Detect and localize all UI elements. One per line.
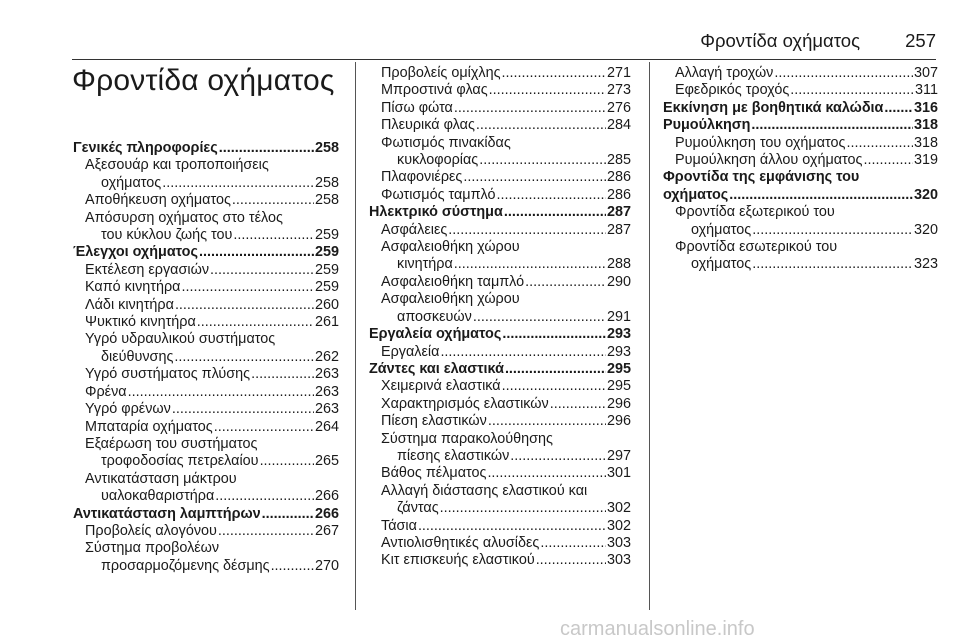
- toc-entry[interactable]: [73, 401, 339, 418]
- toc-entry-label: τροφοδοσίας πετρελαίου: [101, 453, 259, 470]
- toc-entry-label: υαλοκαθαριστήρα: [101, 488, 215, 505]
- header-rule: [72, 59, 936, 60]
- toc-page-number: 259: [314, 244, 339, 261]
- toc-entry-label: Μπαταρία οχήματος: [85, 418, 213, 435]
- toc-section-entry[interactable]: [663, 117, 938, 134]
- toc-entry[interactable]: [73, 314, 339, 331]
- toc-entry-label: Ρυμούλκηση του οχήματος: [675, 134, 846, 151]
- toc-entry-label: Φρένα: [85, 383, 127, 400]
- leader-dots: [418, 518, 606, 535]
- toc-page-number: 266: [314, 505, 339, 522]
- toc-entry[interactable]: [73, 192, 339, 209]
- toc-page-number: 301: [606, 465, 631, 482]
- toc-page-number: 302: [606, 500, 631, 517]
- toc-entry-label: οχήματος: [691, 221, 752, 238]
- leader-dots: [536, 552, 606, 569]
- toc-page-number: 263: [314, 366, 339, 383]
- toc-entry[interactable]: [369, 135, 631, 170]
- toc-entry[interactable]: [369, 169, 631, 186]
- leader-dots: [751, 117, 913, 134]
- leader-dots: [210, 262, 314, 279]
- toc-page-number: 259: [314, 279, 339, 296]
- leader-dots: [232, 192, 314, 209]
- toc-page-number: 318: [913, 117, 938, 134]
- toc-page-number: 258: [314, 192, 339, 209]
- toc-page-number: 287: [606, 204, 631, 221]
- leader-dots: [218, 523, 314, 540]
- toc-entry-label: Βάθος πέλματος: [381, 465, 487, 482]
- toc-entry[interactable]: [369, 518, 631, 535]
- toc-entry-label: Ρυμούλκηση: [663, 117, 751, 134]
- toc-entry[interactable]: [369, 413, 631, 430]
- toc-page-number: 286: [606, 186, 631, 203]
- toc-entry-label: Καπό κινητήρα: [85, 279, 181, 296]
- toc-entry-label: Προβολείς αλογόνου: [85, 522, 217, 539]
- toc-entry[interactable]: [663, 152, 938, 169]
- leader-dots: [504, 204, 606, 221]
- toc-page-number: 286: [606, 169, 631, 186]
- toc-page-number: 263: [314, 383, 339, 400]
- leader-dots: [884, 100, 913, 117]
- leader-dots: [454, 100, 606, 117]
- toc-entry[interactable]: [73, 366, 339, 383]
- leader-dots: [846, 135, 913, 152]
- leader-dots: [175, 297, 314, 314]
- toc-page-number: 259: [314, 227, 339, 244]
- toc-entry[interactable]: [73, 419, 339, 436]
- page-header: [0, 22, 960, 52]
- toc-section-entry[interactable]: [663, 100, 938, 117]
- toc-entry[interactable]: [73, 262, 339, 279]
- toc-page-number: 316: [913, 99, 938, 116]
- leader-dots: [172, 401, 314, 418]
- toc-page-number: 293: [606, 343, 631, 360]
- toc-section-entry[interactable]: [73, 244, 339, 261]
- toc-entry-label: Έλεγχοι οχήματος: [73, 244, 198, 261]
- toc-entry-label: Κιτ επισκευής ελαστικού: [381, 552, 535, 569]
- toc-entry-label: Γενικές πληροφορίες: [73, 140, 218, 156]
- toc-entry-label: Εφεδρικός τροχός: [675, 82, 790, 99]
- leader-dots: [502, 326, 606, 343]
- toc-entry-label: Ηλεκτρικό σύστημα: [369, 204, 503, 221]
- toc-entry[interactable]: [369, 344, 631, 361]
- toc-page-number: 273: [606, 82, 631, 99]
- leader-dots: [174, 349, 314, 366]
- toc-page-number: 320: [913, 186, 938, 203]
- toc-section-entry[interactable]: [73, 506, 339, 523]
- toc-page-number: 262: [314, 348, 339, 365]
- leader-dots: [790, 82, 914, 99]
- toc-page-number: 311: [915, 82, 938, 99]
- toc-entry[interactable]: [369, 187, 631, 204]
- toc-entry-label-line1: Φωτισμός πινακίδας: [381, 134, 511, 151]
- toc-entry[interactable]: [663, 65, 938, 82]
- toc-entry-label: Μπροστινά φλας: [381, 82, 488, 99]
- toc-entry[interactable]: [73, 471, 339, 506]
- toc-page-number: 266: [314, 488, 339, 505]
- leader-dots: [473, 309, 606, 326]
- toc-column-3: [663, 65, 938, 274]
- toc-page-number: 258: [314, 140, 339, 156]
- chapter-title: Φροντίδα οχήματος: [72, 64, 335, 97]
- toc-entry-label: Φωτισμός ταμπλό: [381, 186, 496, 203]
- toc-page-number: 263: [314, 401, 339, 418]
- toc-column-1: [73, 140, 339, 575]
- toc-page-number: 265: [314, 453, 339, 470]
- toc-entry-label: Εργαλεία οχήματος: [369, 326, 502, 343]
- leader-dots: [463, 169, 606, 186]
- leader-dots: [863, 152, 913, 169]
- toc-entry[interactable]: [369, 552, 631, 569]
- leader-dots: [440, 500, 606, 517]
- toc-entry-label: Πίεση ελαστικών: [381, 413, 487, 430]
- toc-entry-label: Τάσια: [381, 517, 417, 534]
- toc-page-number: 291: [606, 308, 631, 325]
- toc-page-number: 285: [606, 152, 631, 169]
- leader-dots: [510, 448, 606, 465]
- toc-page-number: 303: [606, 534, 631, 551]
- toc-page-number: 264: [314, 418, 339, 435]
- toc-entry-label: Εκτέλεση εργασιών: [85, 261, 210, 278]
- toc-page-number: 260: [314, 296, 339, 313]
- toc-entry[interactable]: [369, 222, 631, 239]
- toc-page-number: 270: [314, 557, 339, 574]
- toc-page-number: 259: [314, 261, 339, 278]
- toc-entry-label: πίεσης ελαστικών: [397, 447, 510, 464]
- toc-entry-label: Εργαλεία: [381, 343, 440, 360]
- leader-dots: [502, 65, 606, 82]
- toc-entry-label: προσαρμοζόμενης δέσμης: [101, 557, 270, 574]
- toc-page-number: 288: [606, 256, 631, 273]
- leader-dots: [502, 378, 606, 395]
- toc-page-number: 307: [913, 65, 938, 81]
- leader-dots: [550, 396, 606, 413]
- toc-entry[interactable]: [369, 483, 631, 518]
- toc-entry-label-line1: Ασφαλειοθήκη χώρου: [381, 291, 520, 308]
- toc-entry-label-line1: Αντικατάσταση μάκτρου: [85, 470, 237, 487]
- leader-dots: [440, 344, 606, 361]
- toc-page-number: 295: [606, 360, 631, 377]
- toc-entry[interactable]: [369, 65, 631, 82]
- toc-section-entry[interactable]: [369, 204, 631, 221]
- leader-dots: [233, 227, 314, 244]
- toc-entry-label-line1: Εξαέρωση του συστήματος: [85, 435, 258, 452]
- toc-entry-label: Πίσω φώτα: [381, 99, 453, 116]
- leader-dots: [251, 366, 314, 383]
- toc-entry-label: οχήματος: [101, 174, 162, 191]
- toc-entry[interactable]: [663, 82, 938, 99]
- toc-entry[interactable]: [663, 135, 938, 152]
- toc-entry-label: Πλευρικά φλας: [381, 117, 475, 134]
- toc-page-number: 323: [913, 256, 938, 273]
- leader-dots: [162, 175, 314, 192]
- toc-page-number: 271: [606, 65, 631, 81]
- leader-dots: [752, 256, 913, 273]
- toc-entry[interactable]: [73, 157, 339, 192]
- toc-entry[interactable]: [369, 117, 631, 134]
- toc-entry-label: Ζάντες και ελαστικά: [369, 360, 504, 377]
- toc-page-number: 302: [606, 517, 631, 534]
- toc-page-number: 297: [606, 447, 631, 464]
- leader-dots: [271, 558, 314, 575]
- toc-page-number: 284: [606, 117, 631, 134]
- toc-entry[interactable]: [369, 396, 631, 413]
- page-number: 257: [905, 30, 936, 51]
- leader-dots: [128, 384, 314, 401]
- toc-entry-label-line1: Φροντίδα εσωτερικού του: [675, 239, 838, 256]
- toc-entry-label-line1: Φροντίδα εξωτερικού του: [675, 204, 835, 221]
- toc-entry-label: κυκλοφορίας: [397, 152, 479, 169]
- toc-entry[interactable]: [369, 82, 631, 99]
- watermark: carmanualsonline.info: [560, 618, 755, 640]
- toc-entry[interactable]: [73, 331, 339, 366]
- leader-dots: [488, 413, 606, 430]
- toc-entry[interactable]: [369, 291, 631, 326]
- toc-page-number: 319: [913, 152, 938, 169]
- toc-page-number: 258: [314, 174, 339, 191]
- toc-page-number: 320: [913, 221, 938, 238]
- toc-entry-label-line1: Ασφαλειοθήκη χώρου: [381, 239, 520, 256]
- toc-entry-label: Χειμερινά ελαστικά: [381, 378, 501, 395]
- leader-dots: [219, 140, 314, 157]
- toc-entry[interactable]: [369, 465, 631, 482]
- toc-entry[interactable]: [73, 523, 339, 540]
- leader-dots: [497, 187, 606, 204]
- toc-entry-label: Υγρό φρένων: [85, 401, 171, 418]
- leader-dots: [454, 256, 606, 273]
- leader-dots: [214, 419, 314, 436]
- toc-page-number: 261: [314, 314, 339, 331]
- leader-dots: [505, 361, 606, 378]
- running-header-title: Φροντίδα οχήματος: [700, 30, 860, 51]
- leader-dots: [774, 65, 913, 82]
- toc-section-entry[interactable]: [73, 140, 339, 157]
- toc-entry-label: Αντιολισθητικές αλυσίδες: [381, 534, 540, 551]
- toc-entry-label: οχήματος: [663, 186, 729, 203]
- toc-entry-label: αποσκευών: [397, 308, 472, 325]
- leader-dots: [479, 152, 606, 169]
- toc-column-2: [369, 65, 631, 570]
- toc-entry-label-line1: Σύστημα προβολέων: [85, 540, 220, 557]
- toc-entry-label: Εκκίνηση με βοηθητικά καλώδια: [663, 99, 884, 116]
- toc-entry[interactable]: [73, 279, 339, 296]
- leader-dots: [489, 82, 606, 99]
- leader-dots: [540, 535, 606, 552]
- toc-entry-label: Αντικατάσταση λαμπτήρων: [73, 505, 261, 522]
- toc-entry[interactable]: [369, 431, 631, 466]
- toc-entry-label: Ασφάλειες: [381, 221, 448, 238]
- leader-dots: [199, 244, 314, 261]
- toc-entry-label: Πλαφονιέρες: [381, 169, 463, 186]
- toc-entry[interactable]: [369, 239, 631, 274]
- toc-entry-label-line1: Υγρό υδραυλικού συστήματος: [85, 331, 276, 348]
- toc-entry[interactable]: [369, 535, 631, 552]
- toc-entry-label: Ασφαλειοθήκη ταμπλό: [381, 273, 525, 290]
- toc-entry-label: Αποθήκευση οχήματος: [85, 192, 231, 209]
- toc-entry-label: Ρυμούλκηση άλλου οχήματος: [675, 152, 863, 169]
- toc-entry-label: Αλλαγή τροχών: [675, 65, 774, 81]
- toc-entry-label: Λάδι κινητήρα: [85, 296, 174, 313]
- toc-entry-label-line1: Σύστημα παρακολούθησης: [381, 430, 553, 447]
- toc-entry[interactable]: [369, 274, 631, 291]
- toc-entry-label: του κύκλου ζωής του: [101, 227, 233, 244]
- toc-entry[interactable]: [73, 210, 339, 245]
- toc-page-number: 290: [606, 273, 631, 290]
- toc-section-entry[interactable]: [663, 169, 938, 204]
- leader-dots: [262, 506, 314, 523]
- leader-dots: [476, 117, 606, 134]
- leader-dots: [752, 222, 913, 239]
- toc-entry-label: κινητήρα: [397, 256, 453, 273]
- toc-entry[interactable]: [369, 378, 631, 395]
- toc-entry-label: Υγρό συστήματος πλύσης: [85, 366, 251, 383]
- toc-page-number: 267: [314, 522, 339, 539]
- toc-entry-label-line1: Αξεσουάρ και τροποποιήσεις: [85, 157, 269, 174]
- toc-entry[interactable]: [663, 239, 938, 274]
- leader-dots: [487, 465, 606, 482]
- toc-entry-label: Χαρακτηρισμός ελαστικών: [381, 395, 549, 412]
- toc-page-number: 293: [606, 326, 631, 343]
- toc-page-number: 296: [606, 413, 631, 430]
- column-divider: [649, 62, 650, 610]
- toc-entry-label-line1: Φροντίδα της εμφάνισης του: [663, 169, 860, 186]
- toc-section-entry[interactable]: [369, 326, 631, 343]
- toc-page-number: 296: [606, 395, 631, 412]
- toc-entry-label: ζάντας: [397, 500, 439, 517]
- leader-dots: [197, 314, 314, 331]
- leader-dots: [181, 279, 314, 296]
- leader-dots: [448, 222, 606, 239]
- toc-entry-label-line1: Απόσυρση οχήματος στο τέλος: [85, 209, 283, 226]
- toc-entry[interactable]: [73, 297, 339, 314]
- column-divider: [355, 62, 356, 610]
- toc-entry-label: Προβολείς ομίχλης: [381, 65, 501, 81]
- leader-dots: [729, 187, 913, 204]
- toc-section-entry[interactable]: [369, 361, 631, 378]
- toc-entry-label: Ψυκτικό κινητήρα: [85, 314, 196, 331]
- toc-page-number: 303: [606, 552, 631, 569]
- toc-entry[interactable]: [73, 436, 339, 471]
- toc-entry[interactable]: [73, 540, 339, 575]
- toc-page-number: 295: [606, 378, 631, 395]
- toc-entry[interactable]: [663, 204, 938, 239]
- toc-entry[interactable]: [73, 384, 339, 401]
- toc-entry[interactable]: [369, 100, 631, 117]
- toc-page-number: 287: [606, 221, 631, 238]
- leader-dots: [215, 488, 314, 505]
- leader-dots: [260, 453, 314, 470]
- toc-page-number: 318: [913, 134, 938, 151]
- toc-entry-label: οχήματος: [691, 256, 752, 273]
- toc-entry-label-line1: Αλλαγή διάστασης ελαστικού και: [381, 482, 588, 499]
- leader-dots: [525, 274, 606, 291]
- toc-page-number: 276: [606, 99, 631, 116]
- toc-entry-label: διεύθυνσης: [101, 348, 174, 365]
